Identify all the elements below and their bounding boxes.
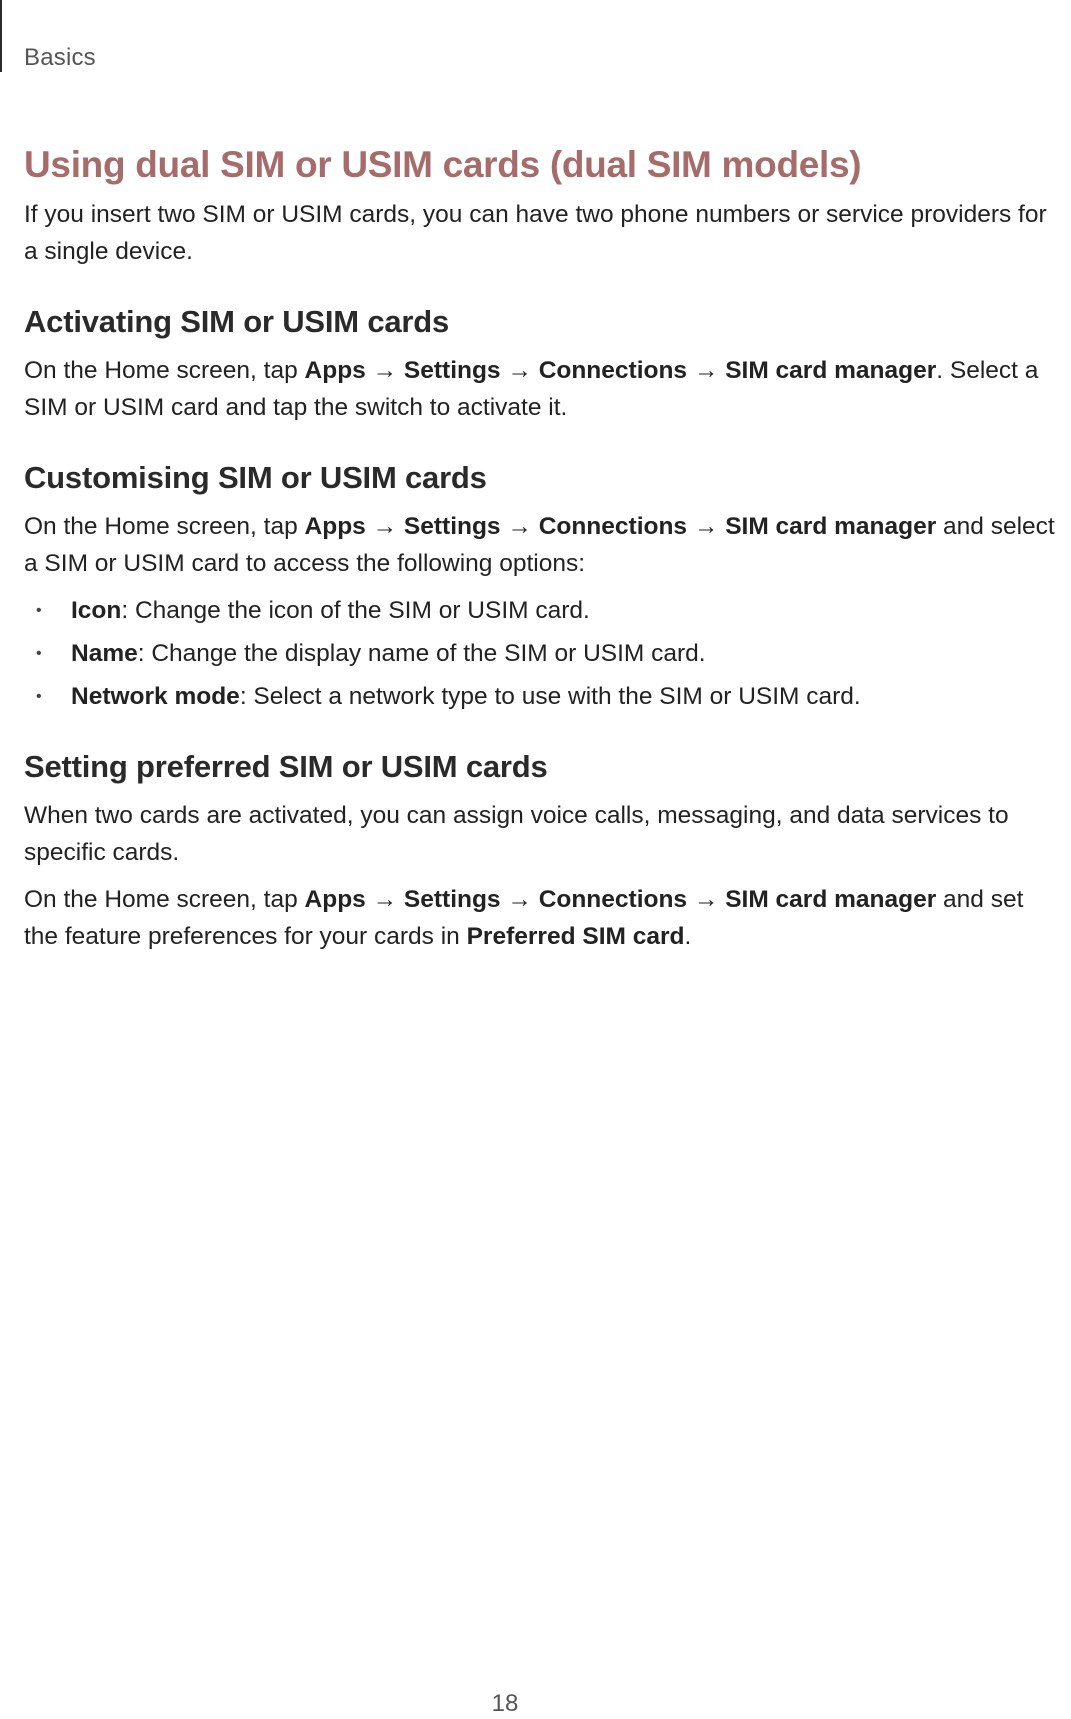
option-desc: : Change the icon of the SIM or USIM card. (121, 597, 590, 624)
path-prefix: On the Home screen, tap (24, 513, 305, 540)
customising-suffix: and select a SIM or USIM card to access the following options: (24, 513, 1055, 577)
menu-connections: Connections (538, 513, 688, 540)
section-preferred (24, 747, 1064, 955)
activating-paragraph (24, 352, 1064, 426)
option-desc: : Change the display name of the SIM or USIM card. (137, 640, 706, 667)
menu-settings: Settings (403, 357, 501, 384)
options-list (24, 592, 1064, 715)
menu-apps: Apps (304, 357, 366, 384)
option-term-network-mode: Network mode (71, 683, 240, 710)
running-header: Basics (24, 44, 96, 71)
customising-paragraph (24, 508, 1064, 582)
menu-settings: Settings (403, 886, 501, 913)
sentence-end: . (684, 923, 692, 950)
list-item (24, 592, 1064, 629)
arrow: → (687, 886, 726, 913)
page-edge-line (0, 0, 2, 72)
menu-apps: Apps (304, 513, 366, 540)
menu-connections: Connections (538, 886, 688, 913)
arrow: → (687, 513, 726, 540)
option-term-name: Name (71, 640, 138, 667)
preferred-paragraph (24, 881, 1064, 955)
section-customising (24, 458, 1064, 715)
section-heading-activating: Activating SIM or USIM cards (24, 304, 450, 339)
section-heading-preferred: Setting preferred SIM or USIM cards (24, 749, 548, 784)
activating-suffix: . Select a SIM or USIM card and tap the switch to activate it. (24, 357, 1039, 421)
arrow: → (687, 357, 726, 384)
section-heading-customising: Customising SIM or USIM cards (24, 460, 487, 495)
section-activating (24, 302, 1064, 426)
menu-settings: Settings (403, 513, 501, 540)
menu-sim-card-manager: SIM card manager (725, 357, 937, 384)
path-prefix: On the Home screen, tap (24, 886, 305, 913)
arrow: → (500, 357, 539, 384)
arrow: → (365, 357, 404, 384)
menu-preferred-sim-card: Preferred SIM card (466, 923, 685, 950)
arrow: → (365, 513, 404, 540)
arrow: → (500, 513, 539, 540)
list-item (24, 635, 1064, 672)
page-title: Using dual SIM or USIM cards (dual SIM models) (24, 144, 862, 185)
page-content (24, 140, 1064, 955)
menu-connections: Connections (538, 357, 688, 384)
option-desc: : Select a network type to use with the SIM or USIM card. (239, 683, 861, 710)
menu-apps: Apps (304, 886, 366, 913)
arrow: → (500, 886, 539, 913)
preferred-suffix: and set the feature preferences for your cards in (24, 886, 1024, 950)
arrow: → (365, 886, 404, 913)
option-term-icon: Icon (71, 597, 122, 624)
menu-sim-card-manager: SIM card manager (725, 886, 937, 913)
menu-sim-card-manager: SIM card manager (725, 513, 937, 540)
intro-paragraph: If you insert two SIM or USIM cards, you can have two phone numbers or service providers for a single device. (24, 201, 1047, 265)
page-number: 18 (491, 1690, 519, 1717)
preferred-body: When two cards are activated, you can assign voice calls, messaging, and data services to specific cards. (24, 802, 1009, 866)
list-item (24, 678, 1064, 715)
path-prefix: On the Home screen, tap (24, 357, 305, 384)
